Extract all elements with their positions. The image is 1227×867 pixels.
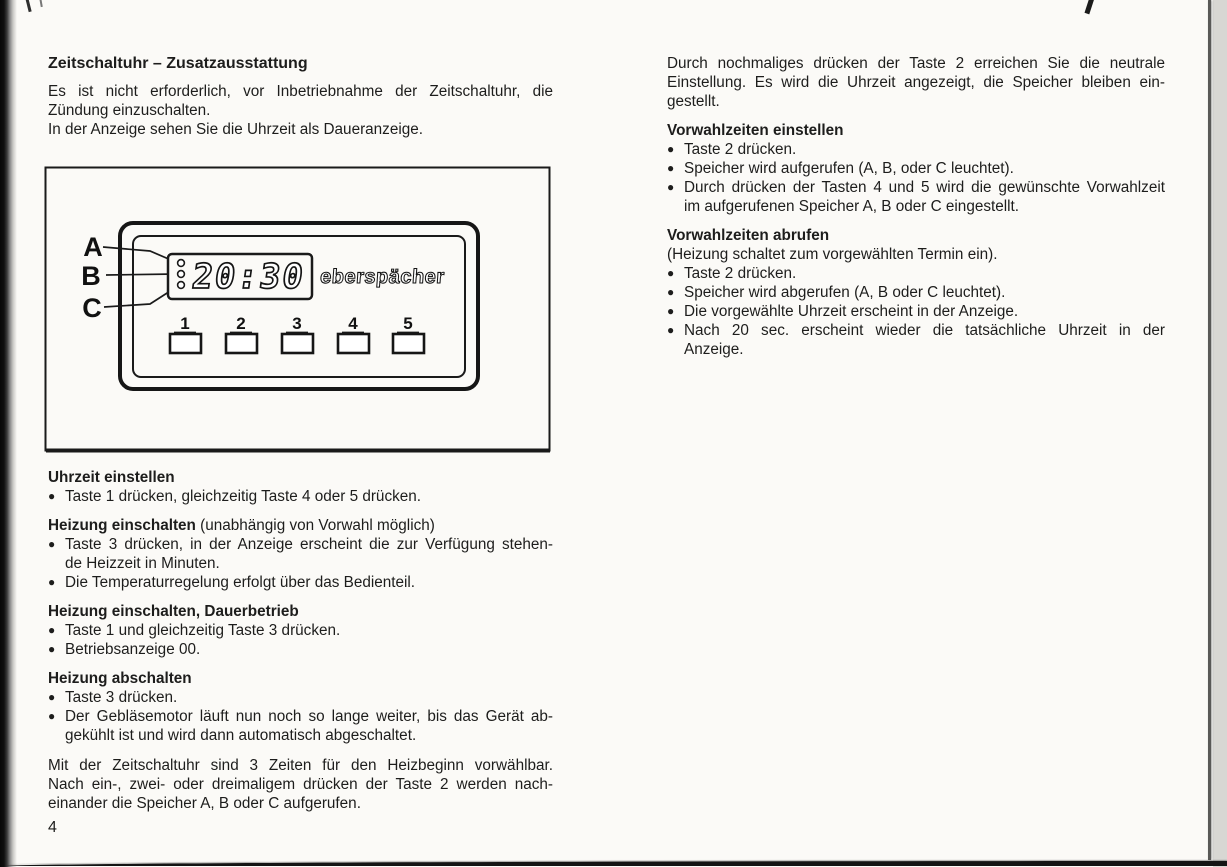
section-heizung-einschalten [48,516,553,592]
figure-button-label-2: 2 [236,314,246,333]
page-number: 4 [48,819,57,836]
list-item: ● Durch drücken der Tasten 4 und 5 wird die gewünschte Vorwahlzeit im aufgerufenen Speicher A, B oder C eingestellt. [667,179,1165,215]
figure-button-label-5: 5 [403,314,413,333]
figure-button-2 [226,334,257,353]
list-item: ● Die vorgewählte Uhrzeit erscheint in der Anzeige. [667,303,1019,320]
bullet-icon: ● [667,142,675,156]
leader-line-b [106,274,177,275]
bullet-icon: ● [48,709,56,723]
list-item: ● Taste 2 drücken. [667,265,797,282]
page-title: Zeitschaltuhr – Zusatzausstattung [48,55,308,72]
bullet-icon: ● [667,304,675,318]
figure-button-4 [338,334,369,353]
display-readout: 20:30 [189,257,308,297]
list-item: ● Nach 20 sec. erscheint wieder die tatsächliche Uhrzeit in der Anzeige. [667,322,1165,358]
figure-label-b: B [81,261,101,291]
scan-right-pad [1213,0,1227,867]
right-column [667,0,1165,359]
list-item: ● Taste 2 drücken. [667,141,797,158]
left-column [48,0,553,813]
list-item: ● Der Gebläsemotor läuft nun noch so lange weiter, bis das Gerät ab- gekühlt ist und wird dann automatisch abgeschaltet. [48,708,553,744]
figure-button-label-1: 1 [180,314,190,333]
list-item: ● Taste 1 drücken, gleichzeitig Taste 4 oder 5 drücken. [48,488,422,505]
scan-left-edge [0,0,17,867]
section-heading: Vorwahlzeiten abrufen [667,227,830,244]
continuation-paragraph: Durch nochmaliges drücken der Taste 2 erreichen Sie die neutrale Einstellung. Es wird die Uhrzeit angezeigt, die Speicher bleiben ein- gestellt. [667,55,1165,110]
section-heizung-dauerbetrieb [48,602,553,659]
figure-label-a: A [83,232,103,262]
timer-figure-svg [44,166,552,454]
list-item: ● Taste 3 drücken. [48,689,178,706]
figure-button-label-3: 3 [292,314,302,333]
scan-speck [39,0,43,7]
figure-button-1 [170,334,201,353]
timer-figure [44,166,552,454]
section-heading: Uhrzeit einstellen [48,469,175,486]
section-subheading: (Heizung schaltet zum vorgewählten Termin ein). [667,246,998,263]
bullet-icon: ● [667,161,675,175]
device-outer-bezel [120,223,478,389]
figure-button-5 [393,334,424,353]
bullet-icon: ● [667,180,675,194]
section-heading: Heizung abschalten [48,670,192,687]
bullet-icon: ● [48,489,56,503]
led-indicator-c [178,282,185,289]
figure-button-label-4: 4 [348,314,358,333]
bullet-icon: ● [48,642,56,656]
figure-button-3 [282,334,313,353]
bullet-icon: ● [48,623,56,637]
intro-paragraph: Es ist nicht erforderlich, vor Inbetriebnahme der Zeitschaltuhr, die Zündung einzuschalten. In der Anzeige sehen Sie die Uhrzeit als Daueranzeige. [48,83,553,138]
led-indicator-a [178,260,185,267]
section-heizung-abschalten [48,669,553,745]
section-vorwahlzeiten-abrufen [667,226,1165,359]
brand-logo: eberspächer [319,266,446,288]
section-heading: Heizung einschalten (unabhängig von Vorwahl möglich) [48,517,435,534]
led-indicator-b [178,271,185,278]
bullet-icon: ● [667,266,675,280]
section-vorwahlzeiten-einstellen [667,121,1165,216]
figure-label-c: C [82,293,102,323]
list-item: ● Taste 3 drücken, in der Anzeige erscheint die zur Verfügung stehen- de Heizzeit in Minuten. [48,536,553,572]
list-item: ● Speicher wird abgerufen (A, B oder C leuchtet). [667,284,1006,301]
bullet-icon: ● [48,575,56,589]
section-uhrzeit-einstellen [48,468,553,506]
closing-paragraph: Mit der Zeitschaltuhr sind 3 Zeiten für den Heizbeginn vorwählbar. Nach ein-, zwei- oder dreimaligem drücken der Taste 2 werden nach- einander die Speicher A, B oder C aufgerufen. [48,757,553,812]
scan-speck [25,0,31,12]
list-item: ● Speicher wird aufgerufen (A, B, oder C leuchtet). [667,160,1014,177]
list-item: ● Taste 1 und gleichzeitig Taste 3 drücken. [48,622,341,639]
bullet-icon: ● [667,323,675,337]
bullet-icon: ● [48,690,56,704]
section-heading: Heizung einschalten, Dauerbetrieb [48,603,299,620]
bullet-icon: ● [667,285,675,299]
scan-bottom-edge [7,861,1227,866]
scan-right-edge [1208,0,1211,860]
bullet-icon: ● [48,537,56,551]
section-heading: Vorwahlzeiten einstellen [667,122,844,139]
list-item: ● Betriebsanzeige 00. [48,641,201,658]
list-item: ● Die Temperaturregelung erfolgt über das Bedienteil. [48,574,416,591]
